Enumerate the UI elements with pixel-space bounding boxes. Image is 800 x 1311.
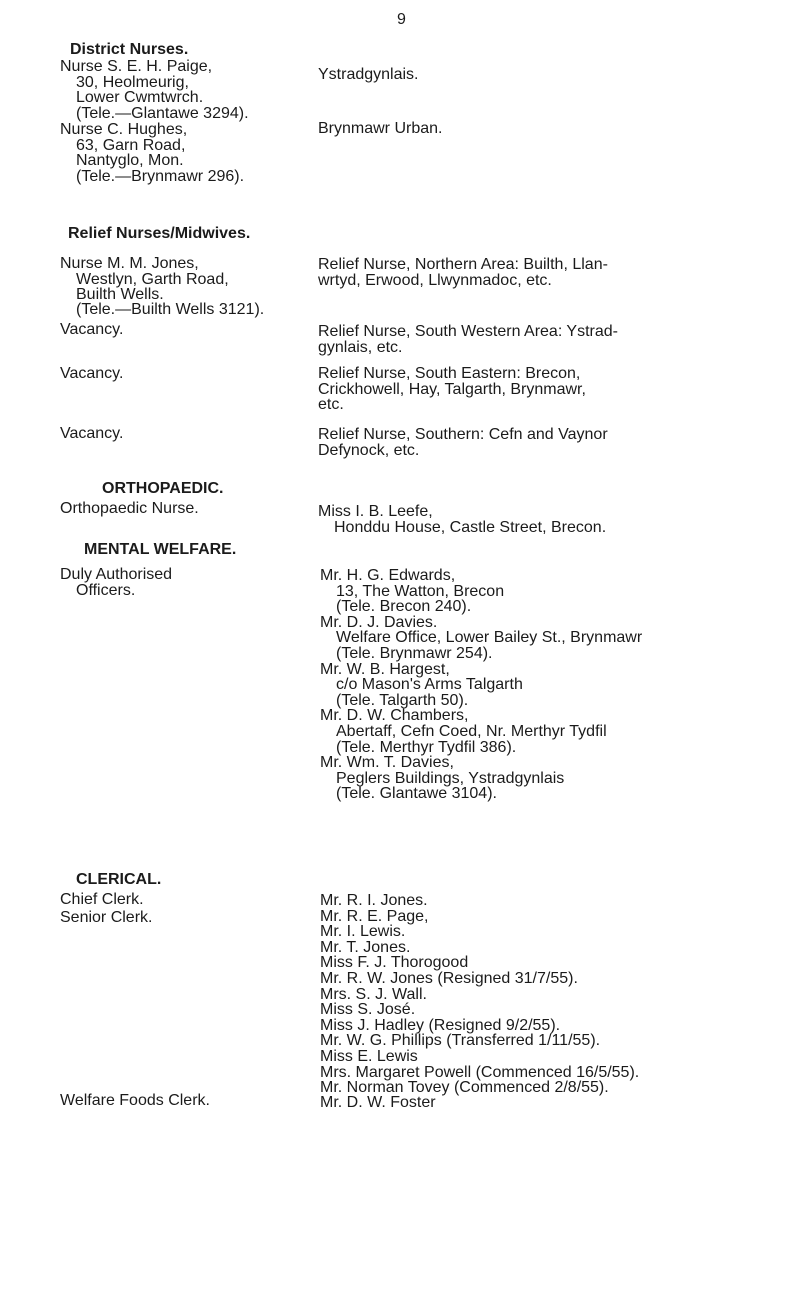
nurse-address: Nantyglo, Mon. (76, 152, 184, 170)
relief-nurse (60, 256, 229, 303)
mental-welfare-label (60, 567, 172, 598)
relief-area-line: gynlais, etc. (318, 338, 403, 356)
orthopaedic-heading: ORTHOPAEDIC. (102, 480, 224, 497)
relief-area-line: Relief Nurse, South Western Area: Ystrad- (318, 323, 618, 340)
staff-name: Mr. R. I. Jones. (320, 892, 428, 909)
officers-list (320, 568, 642, 802)
officer-detail: Peglers Buildings, Ystradgynlais (336, 769, 565, 787)
staff-name: Mrs. Margaret Powell (Commenced 16/5/55). (320, 1063, 640, 1081)
nurse-address: Westlyn, Garth Road, (76, 270, 229, 288)
vacancy-area (318, 366, 586, 413)
mental-welfare-heading: MENTAL WELFARE. (84, 541, 237, 558)
orthopaedic-label: Orthopaedic Nurse. (60, 500, 199, 517)
nurse-tele: (Tele.—Brynmawr 296). (76, 167, 245, 185)
nurse-name: Nurse S. E. H. Paige, (60, 58, 213, 75)
staff-name: Mr. Norman Tovey (Commenced 2/8/55). (320, 1079, 609, 1097)
district-area: Ystradgynlais. (318, 66, 419, 83)
nurse-address: Lower Cwmtwrch. (76, 89, 204, 107)
welfare-foods-clerk-label: Welfare Foods Clerk. (60, 1092, 210, 1109)
staff-name: Mr. I. Lewis. (320, 923, 406, 941)
district-nurses-heading: District Nurses. (70, 41, 189, 58)
relief-area-line: Relief Nurse, Northern Area: Builth, Llan- (318, 256, 608, 273)
officer-detail: Welfare Office, Lower Bailey St., Brynmawr (336, 629, 643, 647)
relief-northern (318, 257, 608, 288)
vacancy-label: Vacancy. (60, 365, 124, 382)
district-nurse-1 (60, 59, 249, 121)
nurse-address: Honddu House, Castle Street, Brecon. (334, 518, 607, 536)
officer-detail: (Tele. Glantawe 3104). (336, 785, 497, 803)
staff-name: Mrs. S. J. Wall. (320, 985, 427, 1003)
officer-name: Mr. H. G. Edwards, (320, 567, 456, 584)
officer-name: Mr. D. W. Chambers, (320, 707, 469, 725)
senior-clerk-label: Senior Clerk. (60, 909, 153, 926)
relief-area-line: Relief Nurse, Southern: Cefn and Vaynor (318, 426, 608, 443)
relief-area-line: Relief Nurse, South Eastern: Brecon, (318, 365, 581, 382)
officer-name: Mr. W. B. Hargest, (320, 660, 450, 678)
staff-name: Miss S. José. (320, 1001, 416, 1019)
chief-clerk-label: Chief Clerk. (60, 891, 144, 908)
nurse-address: 63, Garn Road, (76, 136, 186, 154)
relief-area-line: Crickhowell, Hay, Talgarth, Brynmawr, (318, 380, 586, 398)
welfare-foods-clerk-name: Mr. D. W. Foster (320, 1094, 436, 1111)
district-nurse-2 (60, 122, 244, 184)
label-line: Officers. (76, 581, 136, 599)
staff-name: Mr. T. Jones. (320, 938, 411, 956)
page-number: 9 (397, 11, 406, 28)
staff-name: Mr. W. G. Phillips (Transferred 1/11/55). (320, 1032, 601, 1050)
relief-area-line: Defynock, etc. (318, 441, 420, 459)
officer-detail: 13, The Watton, Brecon (336, 582, 505, 600)
officer-detail: (Tele. Brecon 240). (336, 598, 472, 616)
staff-name: Miss J. Hadley (Resigned 9/2/55). (320, 1016, 561, 1034)
nurse-name: Nurse M. M. Jones, (60, 255, 199, 272)
officer-detail: (Tele. Talgarth 50). (336, 691, 469, 709)
officer-detail: (Tele. Brynmawr 254). (336, 644, 493, 662)
officer-detail: c/o Mason's Arms Talgarth (336, 676, 523, 694)
nurse-name: Miss I. B. Leefe, (318, 503, 433, 520)
vacancy-label: Vacancy. (60, 425, 124, 442)
relief-nurse-tele: (Tele.—Builth Wells 3121). (76, 301, 265, 318)
clerical-staff-list (320, 893, 639, 1096)
staff-name: Mr. R. W. Jones (Resigned 31/7/55). (320, 969, 578, 987)
district-area: Brynmawr Urban. (318, 120, 443, 137)
nurse-address: Builth Wells. (76, 286, 164, 304)
staff-name: Mr. R. E. Page, (320, 907, 429, 925)
officer-name: Mr. Wm. T. Davies, (320, 754, 454, 772)
vacancy-label: Vacancy. (60, 321, 124, 338)
staff-name: Miss F. J. Thorogood (320, 954, 469, 972)
officer-name: Mr. D. J. Davies. (320, 613, 438, 631)
vacancy-area (318, 427, 608, 458)
clerical-heading: CLERICAL. (76, 871, 162, 888)
officer-detail: Abertaff, Cefn Coed, Nr. Merthyr Tydfil (336, 722, 607, 740)
vacancy-area (318, 324, 618, 355)
orthopaedic-nurse (318, 504, 606, 535)
relief-area-line: etc. (318, 396, 344, 414)
nurse-tele: (Tele.—Glantawe 3294). (76, 104, 249, 122)
officer-detail: (Tele. Merthyr Tydfil 386). (336, 738, 517, 756)
staff-name: Miss E. Lewis (320, 1047, 418, 1065)
label-line: Duly Authorised (60, 566, 173, 583)
nurse-name: Nurse C. Hughes, (60, 121, 188, 138)
nurse-address: 30, Heolmeurig, (76, 73, 189, 91)
relief-heading: Relief Nurses/Midwives. (68, 225, 251, 242)
relief-area-line: wrtyd, Erwood, Llwynmadoc, etc. (318, 271, 552, 289)
